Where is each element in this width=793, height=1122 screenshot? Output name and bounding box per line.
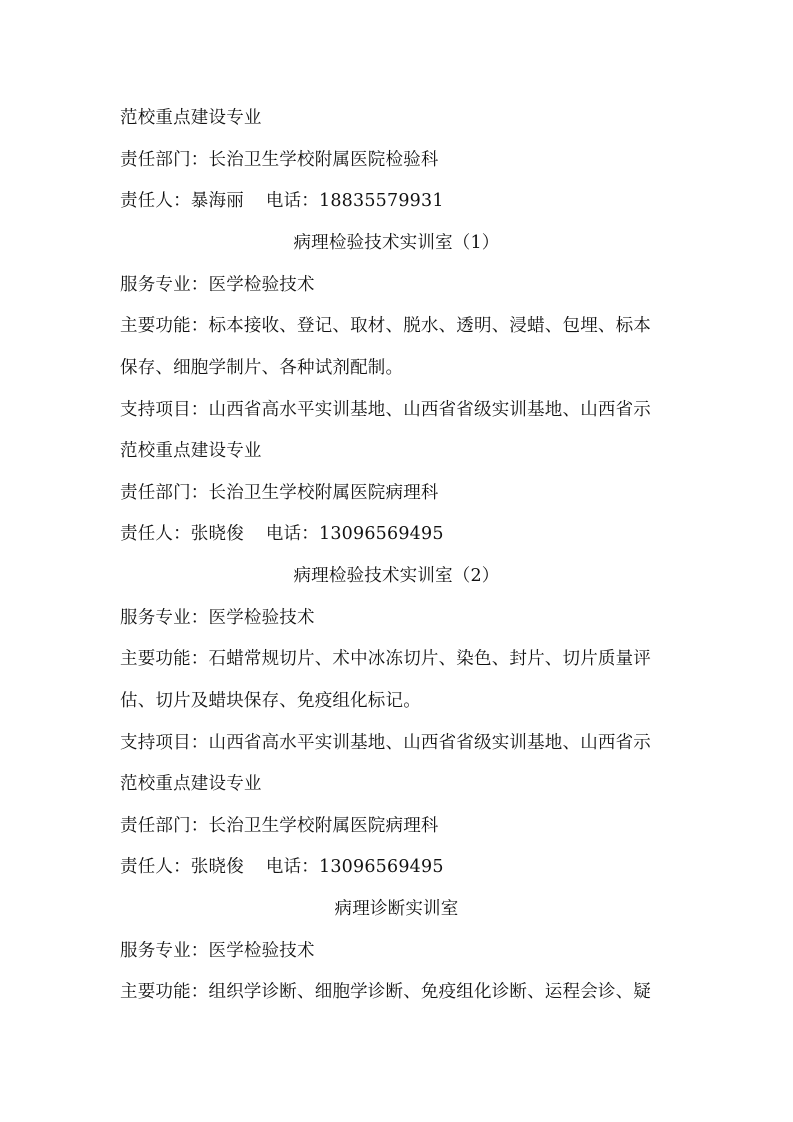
- function-line: 保存、细胞学制片、各种试剂配制。: [120, 358, 404, 378]
- support-line: 范校重点建设专业: [120, 774, 262, 794]
- support-line: 范校重点建设专业: [120, 441, 262, 461]
- function-line: 估、切片及蜡块保存、免疫组化标记。: [120, 691, 421, 711]
- contact-line: [120, 189, 680, 213]
- contact-line: [120, 522, 680, 546]
- phone-number: 电话：13096569495: [265, 524, 444, 544]
- section-title: 病理诊断实训室: [334, 899, 459, 919]
- contact-line: [120, 855, 680, 879]
- support-line: 支持项目：山西省高水平实训基地、山西省省级实训基地、山西省示: [120, 733, 651, 753]
- text-line: 责任部门：长治卫生学校附属医院检验科: [120, 150, 439, 170]
- support-line: 支持项目：山西省高水平实训基地、山西省省级实训基地、山西省示: [120, 400, 651, 420]
- responsible-person: 责任人：暴海丽: [120, 191, 244, 211]
- department-line: 责任部门：长治卫生学校附属医院病理科: [120, 816, 439, 836]
- function-line: 主要功能：石蜡常规切片、术中冰冻切片、染色、封片、切片质量评: [120, 649, 651, 669]
- department-line: 责任部门：长治卫生学校附属医院病理科: [120, 483, 439, 503]
- service-line: 服务专业：医学检验技术: [120, 941, 315, 961]
- responsible-person: 责任人：张晓俊: [120, 524, 244, 544]
- service-line: 服务专业：医学检验技术: [120, 275, 315, 295]
- phone-number: 电话：18835579931: [265, 191, 444, 211]
- function-line: 主要功能：标本接收、登记、取材、脱水、透明、浸蜡、包埋、标本: [120, 316, 651, 336]
- service-line: 服务专业：医学检验技术: [120, 608, 315, 628]
- section-title: 病理检验技术实训室（1）: [293, 233, 500, 253]
- function-line: 主要功能：组织学诊断、细胞学诊断、免疫组化诊断、运程会诊、疑: [120, 982, 651, 1002]
- phone-number: 电话：13096569495: [265, 857, 444, 877]
- section-title: 病理检验技术实训室（2）: [293, 566, 500, 586]
- text-line: 范校重点建设专业: [120, 108, 262, 128]
- responsible-person: 责任人：张晓俊: [120, 857, 244, 877]
